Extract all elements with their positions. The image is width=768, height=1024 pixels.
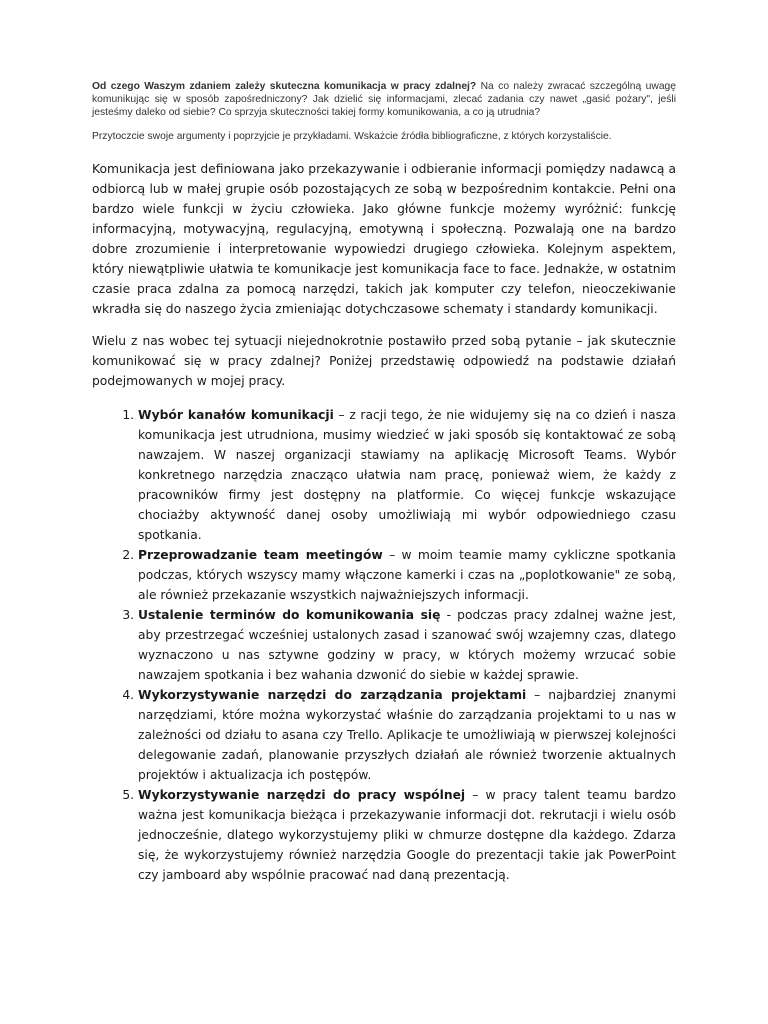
- list-item: [138, 545, 676, 605]
- second-paragraph: Wielu z nas wobec tej sytuacji niejednokrotnie postawiło przed sobą pytanie – jak skutecznie komunikować się w pracy zdalnej? Poniżej przedstawię odpowiedź na podstawie działań podejmowanych w mojej pracy.: [92, 334, 676, 388]
- list-item-title: Wykorzystywanie narzędzi do zarządzania projektami: [138, 688, 527, 702]
- assignment-question: [92, 80, 676, 119]
- list-item-title: Ustalenie terminów do komunikowania się: [138, 608, 441, 622]
- list-item-text: – z racji tego, że nie widujemy się na co dzień i nasza komunikacja jest utrudniona, musimy wiedzieć w jaki sposób się kontaktować ze sobą nawzajem. W naszej organizacji stawiamy na aplikację Microsoft Teams. Wybór konkretnego narzędzia znacząco ułatwia nam pracę, ponieważ wiem, że każdy z pracowników firmy jest dostępny na platformie. Co więcej funkcje wskazujące chociażby aktywność danej osoby umożliwiają mi wybór odpowiedniego czasu spotkania.: [138, 408, 677, 542]
- assignment-instruction: Przytoczcie swoje argumenty i poprzyjcie je przykładami. Wskażcie źródła bibliograficzne, z których korzystaliście.: [92, 131, 612, 142]
- list-item-title: Wybór kanałów komunikacji: [138, 408, 334, 422]
- list-item-text: - podczas pracy zdalnej ważne jest, aby przestrzegać wcześniej ustalonych zasad i szanować swój wzajemny czas, dlatego wyznaczono u nas sztywne godziny w pracy, w których możemy wrzucać sobie nawzajem spotkania i bez wahania dzwonić do siebie w każdej sprawie.: [138, 608, 676, 682]
- list-item: [138, 685, 676, 785]
- list-item-text: – najbardziej znanymi narzędziami, które można wykorzystać właśnie do zarządzania projektami to u nas w zależności od działu to asana czy Trello. Aplikacje te umożliwiają w pierwszej kolejności delegowanie zadań, planowanie przyszłych działań ale również tworzenie aktualnych projektów i aktualizacja ich postępów.: [138, 688, 676, 782]
- list-item-title: Przeprowadzanie team meetingów: [138, 548, 383, 562]
- question-lead: Od czego Waszym zdaniem zależy skuteczna komunikacja w pracy zdalnej?: [92, 81, 477, 92]
- list-item-title: Wykorzystywanie narzędzi do pracy wspólnej: [138, 788, 466, 802]
- numbered-list: [92, 405, 676, 885]
- question-rest: Na co należy zwracać szczególną uwagę komunikując się w sposób zapośredniczony? Jak dzielić się informacjami, zlecać zadania czy nawet „gasić pożary", jeśli jesteśmy daleko od siebie? Co sprzyja skuteczności takiej formy komunikowania, a co ją utrudnia?: [92, 81, 676, 118]
- list-item: [138, 605, 676, 685]
- document-page: [92, 80, 676, 885]
- list-item: [138, 405, 676, 545]
- list-item-text: – w moim teamie mamy cykliczne spotkania podczas, których wszyscy mamy włączone kamerki i czas na „poplotkowanie" ze sobą, ale również przekazanie wszystkich najważniejszych informacji.: [138, 548, 676, 602]
- list-item-text: – w pracy talent teamu bardzo ważna jest komunikacja bieżąca i przekazywanie informacji dot. rekrutacji i wielu osób jednocześnie, dlatego wykorzystujemy pliki w chmurze dostępne dla każdego. Zdarza się, że wykorzystujemy również narzędzia Google do prezentacji takie jak PowerPoint czy jamboard aby wspólnie pracować nad daną prezentacją.: [138, 788, 676, 882]
- intro-paragraph: Komunikacja jest definiowana jako przekazywanie i odbieranie informacji pomiędzy nadawcą a odbiorcą lub w małej grupie osób pozostających ze sobą w bezpośrednim kontakcie. Pełni ona bardzo wiele funkcji w życiu człowieka. Jako główne funkcje możemy wyróżnić: funkcję informacyjną, motywacyjną, regulacyjną, emotywną i społeczną. Pozwalają one na bardzo dobre zrozumienie i interpretowanie wypowiedzi drugiego człowieka. Kolejnym aspektem, który niewątpliwie ułatwia te komunikacje jest komunikacja face to face. Jednakże, w ostatnim czasie praca zdalna za pomocą narzędzi, takich jak komputer czy telefon, nieoczekiwanie wkradła się do naszego życia zmieniając dotychczasowe schematy i standardy komunikacji.: [92, 162, 676, 316]
- list-item: [138, 785, 676, 885]
